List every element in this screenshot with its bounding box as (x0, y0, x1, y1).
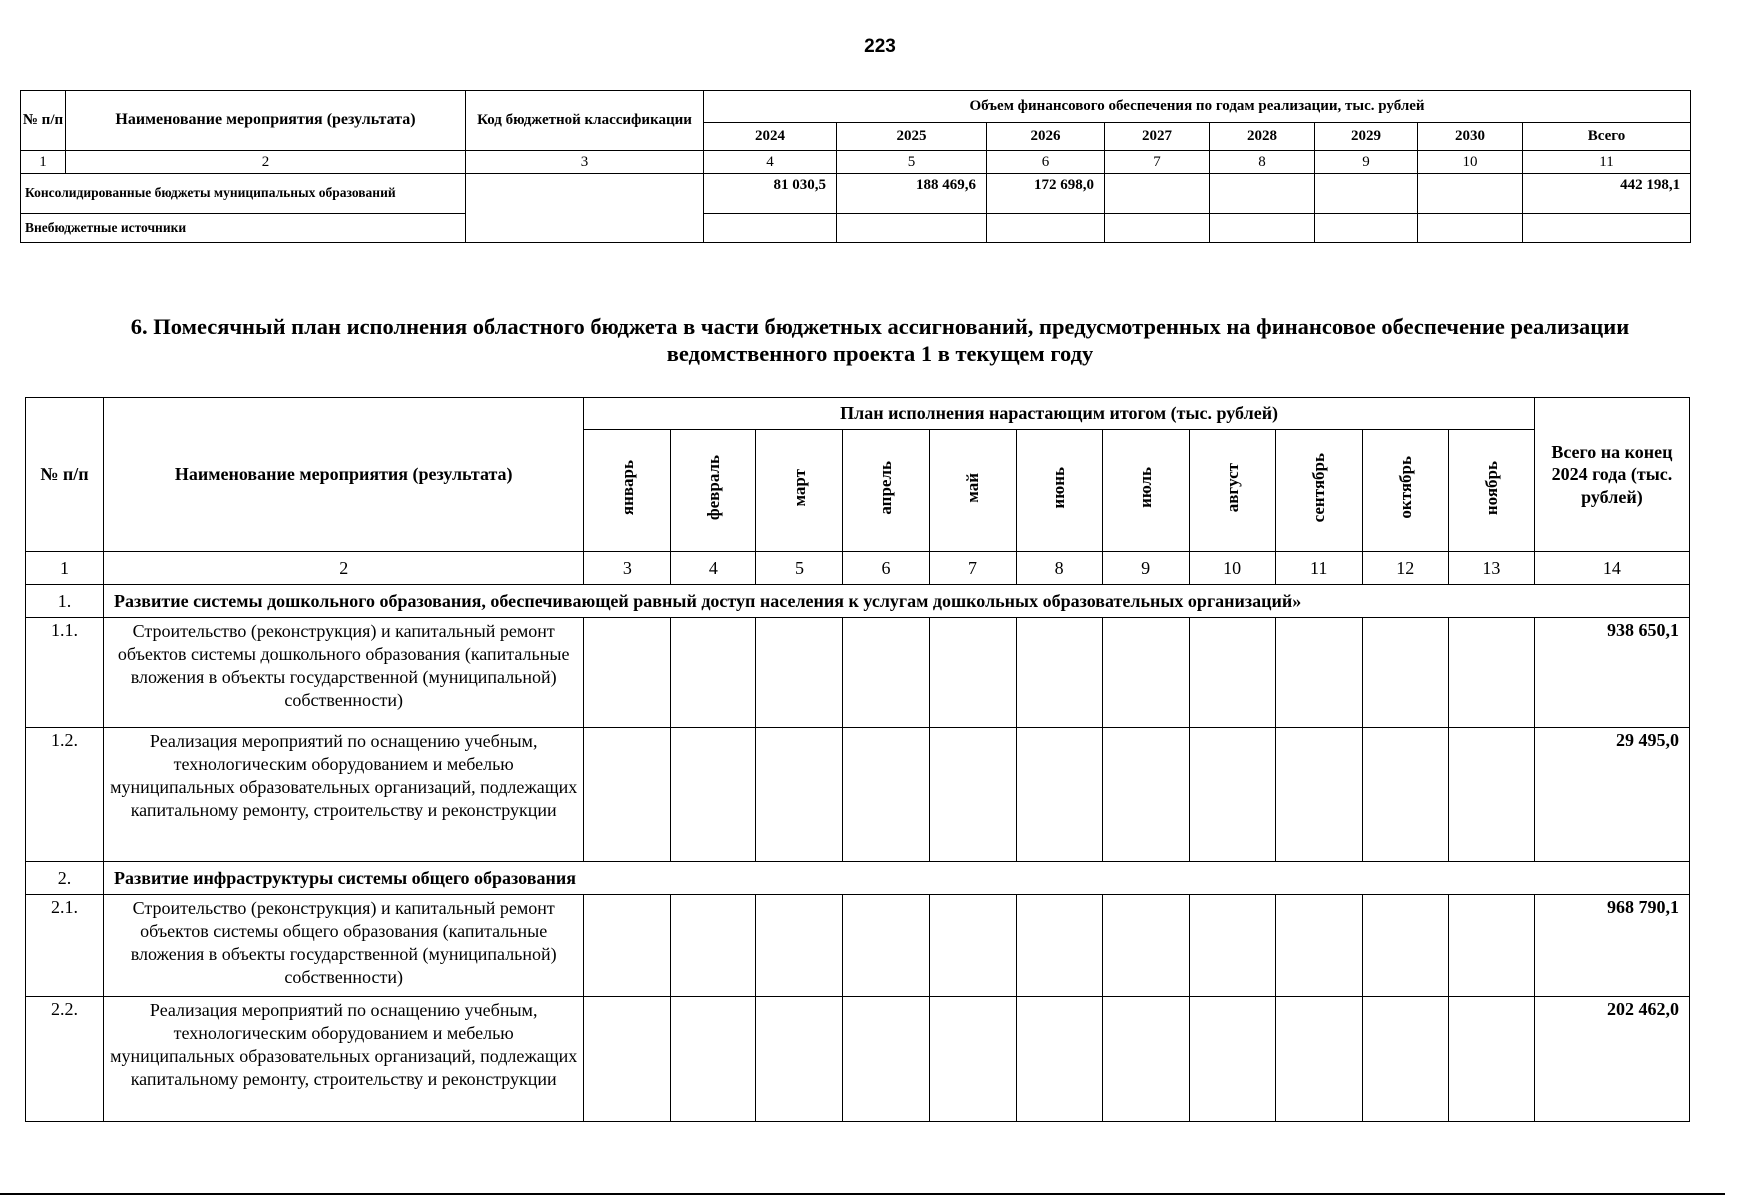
month-header: июнь (1049, 466, 1069, 509)
item-name: Реализация мероприятий по оснащению учебным, технологическим оборудованием и мебелью муниципальных образовательных организаций, подлежащих капитальному ремонту, строительству и реконструкции (104, 997, 584, 1122)
total-cell: 442 198,1 (1523, 174, 1691, 214)
table-row (26, 728, 1690, 862)
year-total-cell: 202 462,0 (1534, 997, 1689, 1122)
month-cell (843, 895, 929, 997)
month-cell (1102, 895, 1189, 997)
table-row (26, 895, 1690, 997)
month-cell (1189, 618, 1275, 728)
t2-header-name: Наименование мероприятия (результата) (104, 398, 584, 552)
value-cell (1418, 214, 1523, 243)
value-cell (1105, 214, 1210, 243)
t1-header-num: № п/п (21, 91, 66, 151)
value-cell: 172 698,0 (987, 174, 1105, 214)
column-number: 11 (1523, 151, 1691, 174)
column-number: 9 (1315, 151, 1418, 174)
value-cell (1105, 174, 1210, 214)
column-number: 12 (1362, 552, 1448, 585)
month-header: март (789, 468, 809, 507)
month-cell (1448, 728, 1534, 862)
value-cell (987, 214, 1105, 243)
month-cell (1448, 895, 1534, 997)
footer-rule (0, 1193, 1725, 1195)
month-cell (843, 997, 929, 1122)
column-number: 1 (21, 151, 66, 174)
month-cell (1189, 895, 1275, 997)
monthly-plan-table (25, 397, 1690, 1122)
month-cell (1102, 997, 1189, 1122)
t1-header-year: 2024 (704, 123, 837, 151)
value-cell (1418, 174, 1523, 214)
month-cell (1102, 728, 1189, 862)
month-header: сентябрь (1309, 453, 1329, 523)
month-cell (1016, 618, 1102, 728)
page-number: 223 (864, 36, 896, 57)
month-cell (1016, 997, 1102, 1122)
year-total-cell: 29 495,0 (1534, 728, 1689, 862)
total-cell (1523, 214, 1691, 243)
month-header: февраль (703, 455, 723, 521)
month-cell (843, 728, 929, 862)
column-number: 1 (26, 552, 104, 585)
column-number: 8 (1210, 151, 1315, 174)
month-cell (671, 728, 756, 862)
column-number: 2 (104, 552, 584, 585)
table-row (21, 214, 1691, 243)
section-title: 6. Помесячный план исполнения областного бюджета в части бюджетных ассигнований, предусмотренных на финансовое обеспечение реализации ведомственного проекта 1 в текущем году (130, 314, 1630, 367)
column-number: 5 (837, 151, 987, 174)
t1-header-volume: Объем финансового обеспечения по годам реализации, тыс. рублей (704, 91, 1691, 123)
value-cell (1315, 174, 1418, 214)
t1-header-year: 2028 (1210, 123, 1315, 151)
column-number: 2 (66, 151, 466, 174)
value-cell: 81 030,5 (704, 174, 837, 214)
column-number: 5 (756, 552, 843, 585)
month-header: июль (1136, 467, 1155, 509)
month-cell (1362, 997, 1448, 1122)
item-number: 2.1. (26, 895, 104, 997)
month-cell (1448, 618, 1534, 728)
item-name: Реализация мероприятий по оснащению учебным, технологическим оборудованием и мебелью муниципальных образовательных организаций, подлежащих капитальному ремонту, строительству и реконструкции (104, 728, 584, 862)
t1-header-total: Всего (1523, 123, 1691, 151)
month-cell (671, 895, 756, 997)
month-cell (584, 895, 671, 997)
month-header: ноябрь (1481, 460, 1501, 515)
month-cell (671, 997, 756, 1122)
t2-header-total: Всего на конец 2024 года (тыс. рублей) (1534, 398, 1689, 552)
month-cell (929, 997, 1016, 1122)
year-total-cell: 938 650,1 (1534, 618, 1689, 728)
column-number: 4 (671, 552, 756, 585)
t2-column-numbers-row (26, 552, 1690, 585)
month-cell (671, 618, 756, 728)
t1-header-year: 2029 (1315, 123, 1418, 151)
month-cell (1275, 618, 1362, 728)
group-row (26, 862, 1690, 895)
group-title: Развитие инфраструктуры системы общего образования (104, 862, 1690, 895)
month-header: апрель (876, 460, 896, 515)
month-header: январь (617, 460, 637, 516)
column-number: 3 (584, 552, 671, 585)
month-cell (929, 728, 1016, 862)
funding-by-years-table (20, 90, 1691, 243)
row-label: Консолидированные бюджеты муниципальных образований (21, 174, 466, 214)
column-number: 9 (1102, 552, 1189, 585)
t2-header-num: № п/п (26, 398, 104, 552)
column-number: 7 (929, 552, 1016, 585)
group-title: Развитие системы дошкольного образования, обеспечивающей равный доступ населения к услугам дошкольных образовательных организаций» (104, 585, 1690, 618)
column-number: 10 (1189, 552, 1275, 585)
group-row (26, 585, 1690, 618)
table-row (21, 174, 1691, 214)
item-number: 2.2. (26, 997, 104, 1122)
t1-header-year: 2027 (1105, 123, 1210, 151)
month-cell (756, 618, 843, 728)
item-name: Строительство (реконструкция) и капитальный ремонт объектов системы дошкольного образования (капитальные вложения в объекты государственной (муниципальной) собственности) (104, 618, 584, 728)
value-cell: 188 469,6 (837, 174, 987, 214)
t1-header-year: 2025 (837, 123, 987, 151)
value-cell (837, 214, 987, 243)
table-row (26, 618, 1690, 728)
month-header: октябрь (1395, 456, 1415, 520)
column-number: 3 (466, 151, 704, 174)
t1-header-code: Код бюджетной классификации (466, 91, 704, 151)
month-cell (1016, 895, 1102, 997)
month-cell (1362, 728, 1448, 862)
t1-header-year: 2030 (1418, 123, 1523, 151)
month-cell (1275, 997, 1362, 1122)
column-number: 7 (1105, 151, 1210, 174)
year-total-cell: 968 790,1 (1534, 895, 1689, 997)
month-cell (929, 895, 1016, 997)
month-cell (1362, 618, 1448, 728)
column-number: 4 (704, 151, 837, 174)
month-cell (1016, 728, 1102, 862)
month-cell (843, 618, 929, 728)
month-cell (1275, 895, 1362, 997)
column-number: 14 (1534, 552, 1689, 585)
month-cell (756, 895, 843, 997)
month-cell (584, 997, 671, 1122)
month-header: май (962, 472, 982, 503)
column-number: 13 (1448, 552, 1534, 585)
table-row (26, 997, 1690, 1122)
t2-header-plan: План исполнения нарастающим итогом (тыс. рублей) (584, 398, 1535, 430)
column-number: 8 (1016, 552, 1102, 585)
month-cell (1102, 618, 1189, 728)
group-number: 2. (26, 862, 104, 895)
t1-header-name: Наименование мероприятия (результата) (66, 91, 466, 151)
column-number: 11 (1275, 552, 1362, 585)
month-cell (1448, 997, 1534, 1122)
row-label: Внебюджетные источники (21, 214, 466, 243)
value-cell (1315, 214, 1418, 243)
group-number: 1. (26, 585, 104, 618)
month-cell (756, 728, 843, 862)
budget-code-cell (466, 174, 704, 243)
month-cell (584, 728, 671, 862)
column-number: 6 (987, 151, 1105, 174)
value-cell (704, 214, 837, 243)
value-cell (1210, 214, 1315, 243)
column-number: 10 (1418, 151, 1523, 174)
item-number: 1.2. (26, 728, 104, 862)
t1-column-numbers-row (21, 151, 1691, 174)
item-name: Строительство (реконструкция) и капитальный ремонт объектов системы общего образования (капитальные вложения в объекты государственной (муниципальной) собственности) (104, 895, 584, 997)
month-cell (1189, 997, 1275, 1122)
value-cell (1210, 174, 1315, 214)
t1-header-year: 2026 (987, 123, 1105, 151)
column-number: 6 (843, 552, 929, 585)
item-number: 1.1. (26, 618, 104, 728)
month-cell (1362, 895, 1448, 997)
month-cell (1189, 728, 1275, 862)
month-cell (929, 618, 1016, 728)
month-cell (1275, 728, 1362, 862)
month-header: август (1222, 463, 1242, 513)
month-cell (756, 997, 843, 1122)
month-cell (584, 618, 671, 728)
